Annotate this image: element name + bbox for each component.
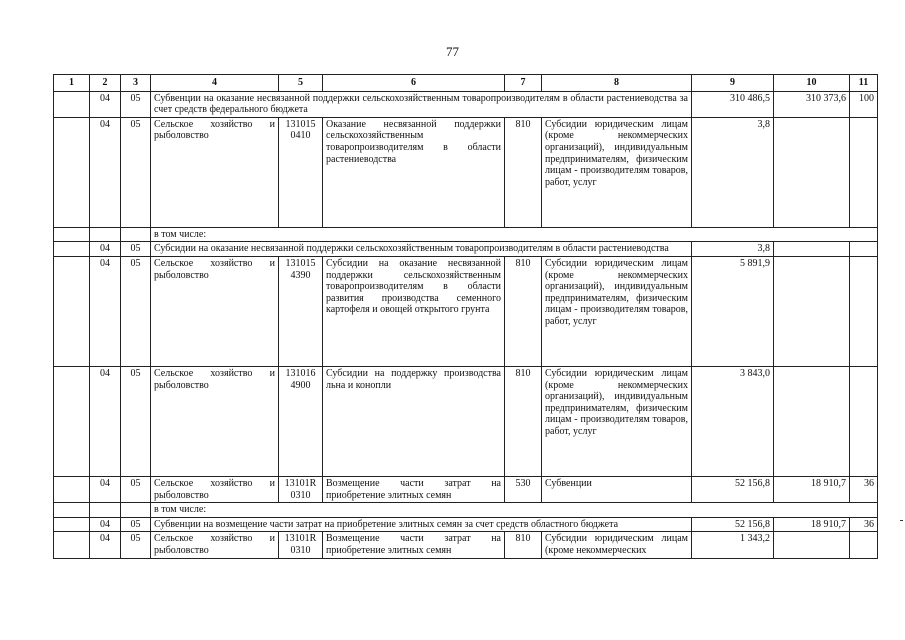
col-header-11: 11 (850, 75, 878, 92)
subsection-code: 05 (121, 117, 151, 227)
subsection-code: 05 (121, 256, 151, 366)
percent: 100 (850, 91, 878, 117)
table-row (54, 242, 878, 257)
table-row (54, 256, 878, 366)
planned-amount: 3,8 (692, 242, 774, 257)
percent (850, 532, 878, 558)
subsection-code: 05 (121, 366, 151, 476)
subsection-code: 05 (121, 91, 151, 117)
planned-amount: 3 843,0 (692, 366, 774, 476)
expense-type-name: Субсидии юридическим лицам (кроме некоммерческих организаций), индивидуальным предпринимателям, физическим лицам - производителям товаров, работ, услуг (542, 117, 692, 227)
table-row (54, 366, 878, 476)
actual-amount: 310 373,6 (774, 91, 850, 117)
section-code: 04 (90, 476, 121, 502)
row-title: Субвенции на возмещение части затрат на приобретение элитных семян за счет средств областного бюджета (151, 517, 692, 532)
table-row (54, 91, 878, 117)
target-article: 13101R 0310 (279, 532, 323, 558)
expense-type-code: 810 (505, 532, 542, 558)
section-code: 04 (90, 532, 121, 558)
col-header-7: 7 (505, 75, 542, 92)
table-row (54, 476, 878, 502)
table-row (54, 532, 878, 558)
section-name: Сельское хозяйство и рыболовство (151, 476, 279, 502)
percent (850, 256, 878, 366)
col-header-3: 3 (121, 75, 151, 92)
page-number: 77 (446, 44, 459, 59)
col-header-10: 10 (774, 75, 850, 92)
section-code: 04 (90, 256, 121, 366)
table-row (54, 117, 878, 227)
header-row (54, 75, 878, 92)
budget-table (53, 74, 878, 559)
section-name: Сельское хозяйство и рыболовство (151, 532, 279, 558)
subsection-code: 05 (121, 517, 151, 532)
expense-description: Субсидии на оказание несвязанной поддержки сельскохозяйственным товаропроизводителям в области развития производства семенного картофеля и овощей открытого грунта (323, 256, 505, 366)
planned-amount: 5 891,9 (692, 256, 774, 366)
section-name: Сельское хозяйство и рыболовство (151, 366, 279, 476)
expense-type-name: Субсидии юридическим лицам (кроме некоммерческих (542, 532, 692, 558)
actual-amount (774, 117, 850, 227)
actual-amount (774, 532, 850, 558)
col-header-1: 1 (54, 75, 90, 92)
target-article: 131016 4900 (279, 366, 323, 476)
expense-description: Оказание несвязанной поддержки сельскохозяйственным товаропроизводителям в области растениеводства (323, 117, 505, 227)
actual-amount: 18 910,7 (774, 517, 850, 532)
row-title: Субсидии на оказание несвязанной поддержки сельскохозяйственным товаропроизводителям в области растениеводства (151, 242, 692, 257)
expense-description: Возмещение части затрат на приобретение элитных семян (323, 532, 505, 558)
row-title: Субвенции на оказание несвязанной поддержки сельскохозяйственным товаропроизводителям в области растениеводства за счет средств федерального бюджета (151, 91, 692, 117)
section-name: Сельское хозяйство и рыболовство (151, 117, 279, 227)
target-article: 131015 0410 (279, 117, 323, 227)
target-article: 13101R 0310 (279, 476, 323, 502)
table-row (54, 227, 878, 242)
actual-amount (774, 256, 850, 366)
expense-type-name: Субсидии юридическим лицам (кроме некоммерческих организаций), индивидуальным предпринимателям, физическим лицам - производителям товаров, работ, услуг (542, 366, 692, 476)
planned-amount: 52 156,8 (692, 476, 774, 502)
section-code: 04 (90, 91, 121, 117)
subsection-code: 05 (121, 242, 151, 257)
scan-edge-mark (900, 520, 903, 521)
percent: 36 (850, 517, 878, 532)
section-code: 04 (90, 366, 121, 476)
section-code: 04 (90, 517, 121, 532)
actual-amount: 18 910,7 (774, 476, 850, 502)
col-header-4: 4 (151, 75, 279, 92)
expense-type-name: Субвенции (542, 476, 692, 502)
planned-amount: 310 486,5 (692, 91, 774, 117)
percent (850, 366, 878, 476)
percent (850, 117, 878, 227)
expense-description: Возмещение части затрат на приобретение элитных семян (323, 476, 505, 502)
planned-amount: 1 343,2 (692, 532, 774, 558)
expense-type-code: 810 (505, 117, 542, 227)
target-article: 131015 4390 (279, 256, 323, 366)
section-code: 04 (90, 117, 121, 227)
including-label: в том числе: (151, 227, 878, 242)
expense-type-code: 810 (505, 366, 542, 476)
expense-type-code: 810 (505, 256, 542, 366)
col-header-2: 2 (90, 75, 121, 92)
col-header-5: 5 (279, 75, 323, 92)
subsection-code: 05 (121, 476, 151, 502)
including-label: в том числе: (151, 503, 878, 518)
col-header-9: 9 (692, 75, 774, 92)
planned-amount: 3,8 (692, 117, 774, 227)
planned-amount: 52 156,8 (692, 517, 774, 532)
percent: 36 (850, 476, 878, 502)
actual-amount (774, 366, 850, 476)
table-row (54, 517, 878, 532)
expense-type-name: Субсидии юридическим лицам (кроме некоммерческих организаций), индивидуальным предпринимателям, физическим лицам - производителям товаров, работ, услуг (542, 256, 692, 366)
section-name: Сельское хозяйство и рыболовство (151, 256, 279, 366)
section-code: 04 (90, 242, 121, 257)
expense-type-code: 530 (505, 476, 542, 502)
expense-description: Субсидии на поддержку производства льна и конопли (323, 366, 505, 476)
col-header-8: 8 (542, 75, 692, 92)
subsection-code: 05 (121, 532, 151, 558)
table-row (54, 503, 878, 518)
col-header-6: 6 (323, 75, 505, 92)
